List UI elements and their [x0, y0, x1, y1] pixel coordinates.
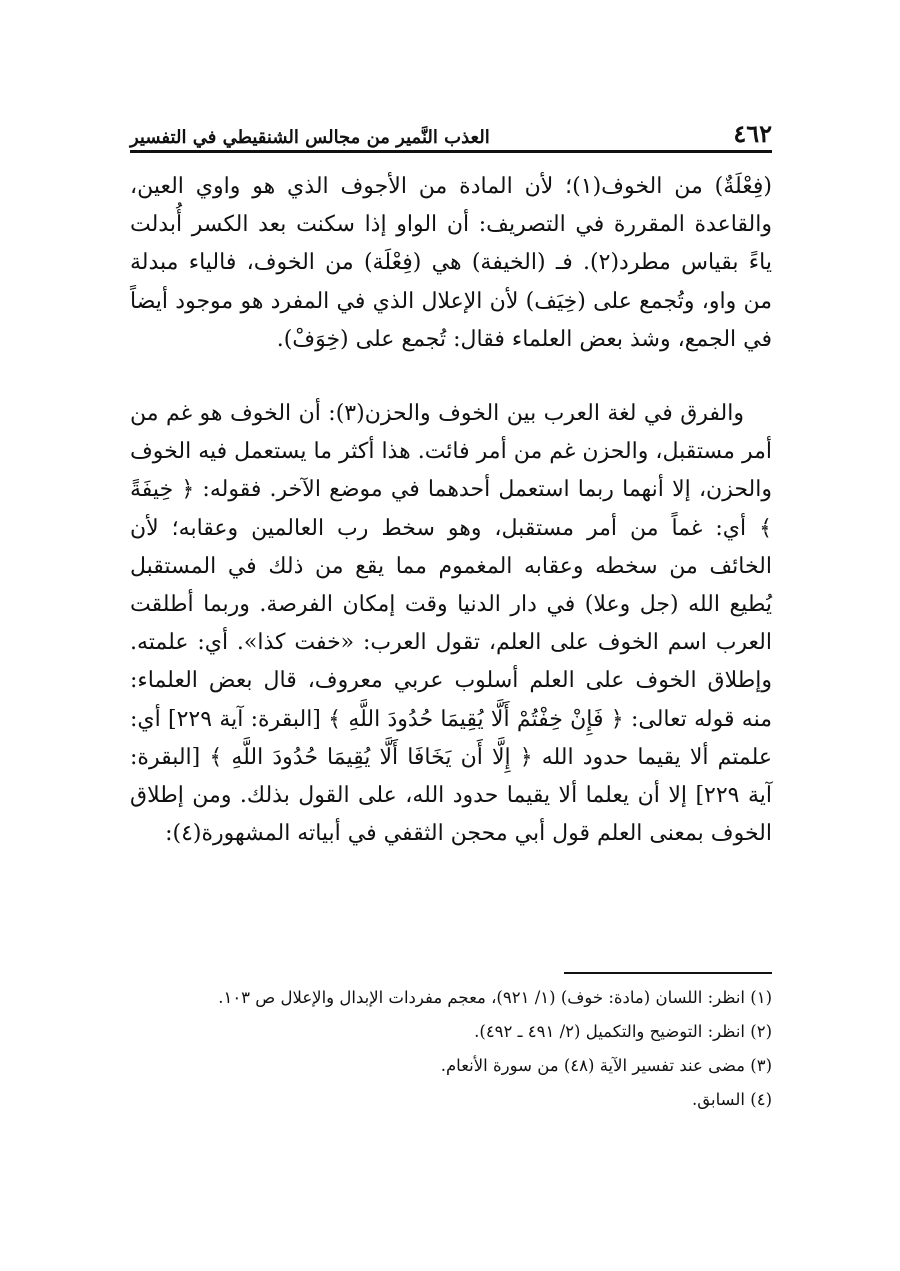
running-header	[130, 112, 772, 153]
footnote-2: (٢) انظر: التوضيح والتكميل (٢/ ٤٩١ ـ ٤٩٢).	[474, 1022, 772, 1041]
footnote-1: (١) انظر: اللسان (مادة: خوف) (١/ ٩٢١)، معجم مفردات الإبدال والإعلال ص ١٠٣.	[218, 988, 772, 1007]
paragraph-1: (فِعْلَةٌ) من الخوف(١)؛ لأن المادة من الأجوف الذي هو واوي العين، والقاعدة المقررة في التصريف: أن الواو إذا سكنت بعد الكسر أُبدلت ياءً بقياس مطرد(٢). فـ (الخيفة) هي (فِعْلَة) من الخوف، فالياء مبدلة من واو، وتُجمع على (خِيَف) لأن الإعلال الذي في المفرد هو موجود أيضاً في الجمع، وشذ بعض العلماء فقال: تُجمع على (خِوَفْ).	[130, 174, 772, 352]
page-number: ٤٦٢	[733, 119, 772, 148]
footnotes	[130, 982, 772, 1118]
paragraph-2: والفرق في لغة العرب بين الخوف والحزن(٣): أن الخوف هو غم من أمر مستقبل، والحزن غم من أمر فائت. هذا أكثر ما يستعمل فيه الخوف والحزن، إلا أنهما ربما استعمل أحدهما في موضع الآخر. فقوله: ﴿ خِيفَةً ﴾ أي: غماً من أمر مستقبل، وهو سخط رب العالمين وعقابه؛ لأن الخائف من سخطه وعقابه المغموم مما يقع من ذلك في المستقبل يُطيع الله (جل وعلا) في دار الدنيا وقت إمكان الفرصة. وربما أطلقت العرب اسم الخوف على العلم، تقول العرب: «خفت كذا». أي: علمته. وإطلاق الخوف على العلم أسلوب عربي معروف، قال بعض العلماء: منه قوله تعالى: ﴿ فَإِنْ خِفْتُمْ أَلَّا يُقِيمَا حُدُودَ اللَّهِ ﴾ [البقرة: آية ٢٢٩] أي: علمتم ألا يقيما حدود الله ﴿ إِلَّا أَن يَخَافَا أَلَّا يُقِيمَا حُدُودَ اللَّهِ ﴾ [البقرة: آية ٢٢٩] إلا أن يعلما ألا يقيما حدود الله، على القول بذلك. ومن إطلاق الخوف بمعنى العلم قول أبي محجن الثقفي في أبياته المشهورة(٤):	[130, 401, 772, 847]
book-title: العذب النَّمير من مجالس الشنقيطي في التفسير	[130, 127, 490, 148]
footnote-4: (٤) السابق.	[692, 1090, 772, 1109]
footnote-divider	[564, 972, 772, 974]
body-text	[130, 168, 772, 889]
footnote-3: (٣) مضى عند تفسير الآية (٤٨) من سورة الأنعام.	[440, 1056, 772, 1075]
